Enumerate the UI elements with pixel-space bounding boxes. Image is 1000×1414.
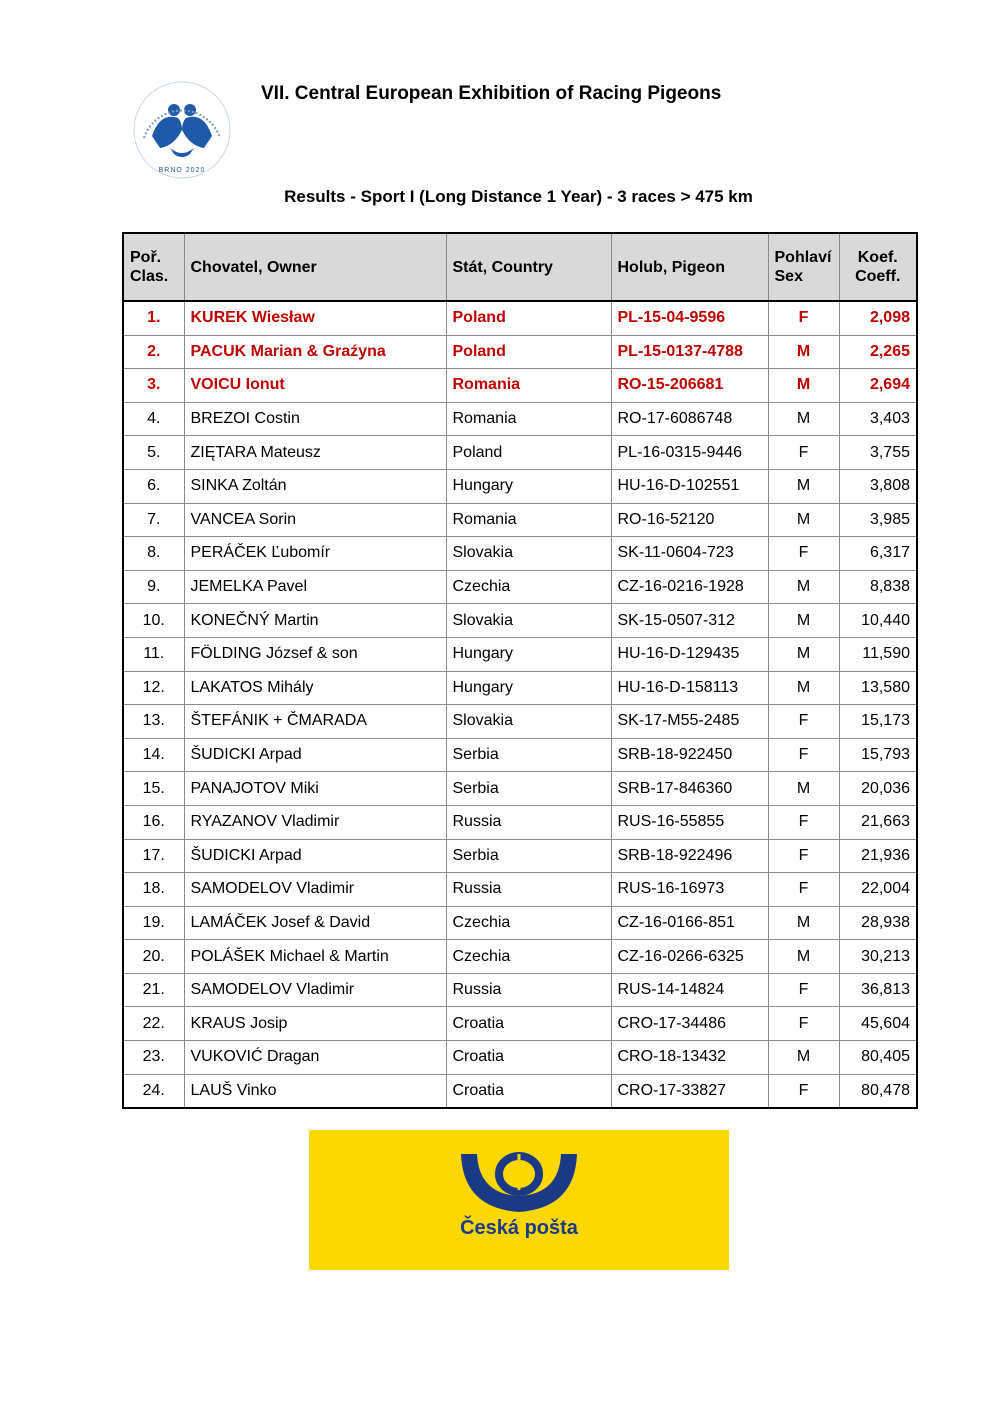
cell-pigeon: RO-15-206681	[611, 369, 768, 403]
cell-coef: 22,004	[839, 873, 917, 907]
cell-coef: 2,098	[839, 301, 917, 335]
cell-coef: 11,590	[839, 637, 917, 671]
cell-pigeon: CZ-16-0266-6325	[611, 940, 768, 974]
cell-country: Serbia	[446, 839, 611, 873]
cell-pigeon: RO-16-52120	[611, 503, 768, 537]
cell-coef: 80,478	[839, 1074, 917, 1108]
cell-rank: 17.	[123, 839, 184, 873]
cell-pigeon: CRO-17-33827	[611, 1074, 768, 1108]
post-horn-icon	[459, 1150, 579, 1226]
cell-owner: LAKATOS Mihály	[184, 671, 446, 705]
cell-country: Poland	[446, 301, 611, 335]
cell-rank: 8.	[123, 537, 184, 571]
table-row	[123, 940, 917, 974]
cell-rank: 22.	[123, 1007, 184, 1041]
cell-sex: M	[768, 469, 839, 503]
cell-coef: 3,403	[839, 402, 917, 436]
table-header-row	[123, 233, 917, 301]
cell-country: Romania	[446, 503, 611, 537]
cell-pigeon: RO-17-6086748	[611, 402, 768, 436]
cell-country: Serbia	[446, 738, 611, 772]
cell-pigeon: HU-16-D-129435	[611, 637, 768, 671]
cell-country: Slovakia	[446, 604, 611, 638]
cell-country: Czechia	[446, 570, 611, 604]
table-row	[123, 402, 917, 436]
cell-coef: 15,793	[839, 738, 917, 772]
cell-country: Romania	[446, 369, 611, 403]
cell-country: Romania	[446, 402, 611, 436]
cell-owner: BREZOI Costin	[184, 402, 446, 436]
results-body	[123, 301, 917, 1108]
cell-country: Croatia	[446, 1007, 611, 1041]
cell-coef: 3,808	[839, 469, 917, 503]
cell-pigeon: SK-11-0604-723	[611, 537, 768, 571]
table-row	[123, 1074, 917, 1108]
table-row	[123, 369, 917, 403]
table-row	[123, 436, 917, 470]
table-row	[123, 570, 917, 604]
cell-sex: M	[768, 671, 839, 705]
cell-pigeon: SK-17-M55-2485	[611, 705, 768, 739]
cell-owner: SINKA Zoltán	[184, 469, 446, 503]
table-row	[123, 906, 917, 940]
cell-coef: 21,663	[839, 805, 917, 839]
cell-rank: 4.	[123, 402, 184, 436]
cell-rank: 11.	[123, 637, 184, 671]
table-row	[123, 1007, 917, 1041]
cell-owner: LAMÁČEK Josef & David	[184, 906, 446, 940]
cell-pigeon: PL-16-0315-9446	[611, 436, 768, 470]
cell-sex: F	[768, 537, 839, 571]
col-header-coef: Koef. Coeff.	[839, 233, 917, 301]
cell-country: Russia	[446, 805, 611, 839]
cell-rank: 6.	[123, 469, 184, 503]
cell-coef: 2,694	[839, 369, 917, 403]
cell-pigeon: CZ-16-0216-1928	[611, 570, 768, 604]
cell-coef: 28,938	[839, 906, 917, 940]
cell-coef: 2,265	[839, 335, 917, 369]
cell-coef: 6,317	[839, 537, 917, 571]
cell-rank: 15.	[123, 772, 184, 806]
cell-pigeon: SRB-18-922496	[611, 839, 768, 873]
cell-coef: 3,985	[839, 503, 917, 537]
cell-owner: ŠUDICKI Arpad	[184, 738, 446, 772]
cell-coef: 10,440	[839, 604, 917, 638]
cell-sex: F	[768, 301, 839, 335]
cell-coef: 45,604	[839, 1007, 917, 1041]
cell-coef: 21,936	[839, 839, 917, 873]
table-row	[123, 973, 917, 1007]
cell-owner: POLÁŠEK Michael & Martin	[184, 940, 446, 974]
cell-coef: 30,213	[839, 940, 917, 974]
cell-sex: F	[768, 873, 839, 907]
cell-sex: F	[768, 738, 839, 772]
col-header-pigeon: Holub, Pigeon	[611, 233, 768, 301]
cell-country: Hungary	[446, 469, 611, 503]
cell-sex: F	[768, 436, 839, 470]
col-header-sex: Pohlaví Sex	[768, 233, 839, 301]
col-header-country: Stát, Country	[446, 233, 611, 301]
cell-country: Hungary	[446, 671, 611, 705]
cell-rank: 18.	[123, 873, 184, 907]
cell-pigeon: HU-16-D-158113	[611, 671, 768, 705]
cell-coef: 3,755	[839, 436, 917, 470]
cell-sex: M	[768, 604, 839, 638]
cell-sex: M	[768, 772, 839, 806]
cell-owner: ŠUDICKI Arpad	[184, 839, 446, 873]
table-row	[123, 738, 917, 772]
cell-sex: M	[768, 335, 839, 369]
table-row	[123, 537, 917, 571]
cell-owner: RYAZANOV Vladimir	[184, 805, 446, 839]
cell-owner: VANCEA Sorin	[184, 503, 446, 537]
cell-coef: 80,405	[839, 1041, 917, 1075]
cell-rank: 1.	[123, 301, 184, 335]
cell-sex: F	[768, 839, 839, 873]
cell-owner: KRAUS Josip	[184, 1007, 446, 1041]
cell-pigeon: RUS-16-16973	[611, 873, 768, 907]
cell-rank: 13.	[123, 705, 184, 739]
table-row	[123, 839, 917, 873]
cell-owner: ZIĘTARA Mateusz	[184, 436, 446, 470]
cell-rank: 20.	[123, 940, 184, 974]
cell-country: Slovakia	[446, 537, 611, 571]
cell-rank: 7.	[123, 503, 184, 537]
table-row	[123, 671, 917, 705]
cell-rank: 5.	[123, 436, 184, 470]
cell-rank: 16.	[123, 805, 184, 839]
cell-owner: LAUŠ Vinko	[184, 1074, 446, 1108]
cell-sex: F	[768, 973, 839, 1007]
cell-owner: VOICU Ionut	[184, 369, 446, 403]
table-row	[123, 604, 917, 638]
sponsor-name: Česká pošta	[460, 1217, 578, 1239]
col-header-rank: Poř. Clas.	[123, 233, 184, 301]
cell-pigeon: CZ-16-0166-851	[611, 906, 768, 940]
table-row	[123, 1041, 917, 1075]
table-row	[123, 805, 917, 839]
cell-rank: 23.	[123, 1041, 184, 1075]
cell-owner: SAMODELOV Vladimir	[184, 873, 446, 907]
cell-rank: 21.	[123, 973, 184, 1007]
cell-owner: ŠTEFÁNIK + ČMARADA	[184, 705, 446, 739]
cell-sex: F	[768, 805, 839, 839]
cell-sex: M	[768, 503, 839, 537]
cell-sex: F	[768, 1007, 839, 1041]
table-row	[123, 335, 917, 369]
table-row	[123, 873, 917, 907]
cell-owner: JEMELKA Pavel	[184, 570, 446, 604]
cell-owner: KUREK Wiesław	[184, 301, 446, 335]
cell-pigeon: SRB-17-846360	[611, 772, 768, 806]
page-subtitle: Results - Sport I (Long Distance 1 Year) - 3 races > 475 km	[284, 187, 753, 206]
cell-country: Czechia	[446, 940, 611, 974]
cell-coef: 36,813	[839, 973, 917, 1007]
cell-country: Croatia	[446, 1041, 611, 1075]
cell-rank: 14.	[123, 738, 184, 772]
cell-sex: F	[768, 1074, 839, 1108]
cell-owner: VUKOVIĆ Dragan	[184, 1041, 446, 1075]
cell-sex: M	[768, 637, 839, 671]
cell-country: Russia	[446, 873, 611, 907]
sponsor-banner	[309, 1130, 729, 1270]
cell-country: Poland	[446, 335, 611, 369]
cell-owner: FÖLDING József & son	[184, 637, 446, 671]
cell-country: Croatia	[446, 1074, 611, 1108]
cell-coef: 20,036	[839, 772, 917, 806]
cell-rank: 3.	[123, 369, 184, 403]
cell-rank: 24.	[123, 1074, 184, 1108]
cell-pigeon: CRO-18-13432	[611, 1041, 768, 1075]
cell-sex: M	[768, 369, 839, 403]
results-table	[122, 232, 918, 1109]
cell-pigeon: SK-15-0507-312	[611, 604, 768, 638]
cell-owner: PERÁČEK Ľubomír	[184, 537, 446, 571]
cell-rank: 12.	[123, 671, 184, 705]
table-row	[123, 637, 917, 671]
cell-sex: M	[768, 1041, 839, 1075]
cell-pigeon: CRO-17-34486	[611, 1007, 768, 1041]
col-header-owner: Chovatel, Owner	[184, 233, 446, 301]
cell-country: Poland	[446, 436, 611, 470]
logo-city-year: BRNO 2020	[158, 167, 206, 174]
cell-country: Hungary	[446, 637, 611, 671]
cell-sex: F	[768, 705, 839, 739]
cell-pigeon: SRB-18-922450	[611, 738, 768, 772]
pigeons-emblem-icon	[152, 104, 212, 157]
exhibition-logo	[130, 78, 234, 182]
cell-rank: 19.	[123, 906, 184, 940]
cell-rank: 2.	[123, 335, 184, 369]
cell-sex: M	[768, 906, 839, 940]
table-row	[123, 772, 917, 806]
cell-pigeon: HU-16-D-102551	[611, 469, 768, 503]
cell-coef: 13,580	[839, 671, 917, 705]
cell-coef: 8,838	[839, 570, 917, 604]
cell-country: Slovakia	[446, 705, 611, 739]
table-row	[123, 705, 917, 739]
cell-sex: M	[768, 570, 839, 604]
cell-pigeon: PL-15-04-9596	[611, 301, 768, 335]
cell-coef: 15,173	[839, 705, 917, 739]
cell-owner: SAMODELOV Vladimir	[184, 973, 446, 1007]
cell-country: Serbia	[446, 772, 611, 806]
table-row	[123, 503, 917, 537]
table-row	[123, 469, 917, 503]
cell-pigeon: RUS-14-14824	[611, 973, 768, 1007]
cell-owner: PANAJOTOV Miki	[184, 772, 446, 806]
cell-sex: M	[768, 940, 839, 974]
cell-country: Czechia	[446, 906, 611, 940]
cell-rank: 10.	[123, 604, 184, 638]
cell-sex: M	[768, 402, 839, 436]
cell-owner: PACUK Marian & Graźyna	[184, 335, 446, 369]
cell-pigeon: PL-15-0137-4788	[611, 335, 768, 369]
cell-pigeon: RUS-16-55855	[611, 805, 768, 839]
table-row	[123, 301, 917, 335]
cell-owner: KONEČNÝ Martin	[184, 604, 446, 638]
cell-country: Russia	[446, 973, 611, 1007]
page-title: VII. Central European Exhibition of Racing Pigeons	[261, 83, 722, 104]
cell-rank: 9.	[123, 570, 184, 604]
